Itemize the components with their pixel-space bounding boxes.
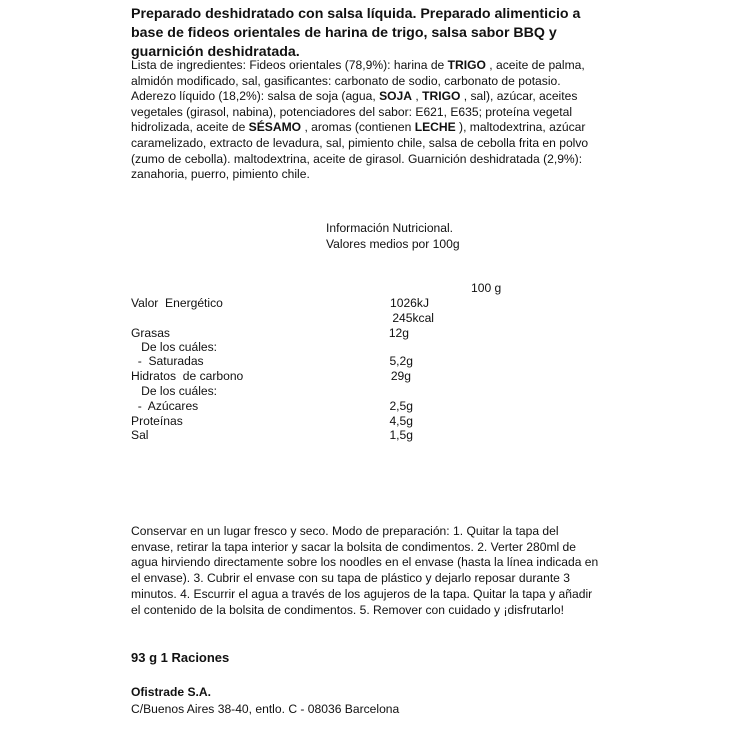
- nutrition-value: 5,2g: [389, 354, 413, 368]
- ingredients-text: , sal), azúcar, aceites vegetales (girasol, nabina), potenciadores del sabor: E621, E635; proteína vegetal hidrolizada, aceite de: [131, 89, 578, 135]
- nutrition-row: [131, 369, 601, 384]
- nutrition-column-header: 100 g: [471, 281, 502, 295]
- allergen-soja: SOJA: [379, 89, 413, 104]
- product-title: Preparado deshidratado con salsa líquida. Preparado alimenticio a base de fideos orientales de harina de trigo, salsa sabor BBQ y guarnición deshidratada.: [131, 6, 581, 60]
- allergen-leche: LECHE: [414, 120, 456, 135]
- nutrition-title: Información Nutricional.: [326, 221, 454, 235]
- ingredients-text: ,: [412, 89, 423, 104]
- nutrition-row: [131, 414, 601, 429]
- allergen-trigo: TRIGO: [422, 89, 461, 104]
- nutrition-label: Proteínas: [131, 414, 183, 428]
- ingredients-text: Lista de ingredientes: Fideos orientales (78,9%): harina de: [131, 58, 448, 72]
- storage-preparation-text: Conservar en un lugar fresco y seco. Modo de preparación: 1. Quitar la tapa del envase, retirar la tapa interior y sacar la bolsita de condimentos. 2. Verter 280ml de agua hirviendo directamente sobre los noodles en el envase (hasta la línea indicada en el envase). 3. Cubrir el envase con su tapa de plástico y dejarlo reposar durante 3 minutos. 4. Escurrir el agua a través de los agujeros de la tapa. Quitar la tapa y añadir el contenido de la bolsita de condimentos. 5. Remover con cuidado y ¡disfrutarlo!: [131, 524, 599, 617]
- nutrition-subtitle: Valores medios por 100g: [326, 237, 460, 251]
- allergen-sesamo: SÉSAMO: [248, 120, 302, 135]
- nutrition-value: 4,5g: [389, 414, 413, 428]
- nutrition-label: - Azúcares: [131, 399, 199, 413]
- ingredients-list: [131, 58, 601, 183]
- company-address: C/Buenos Aires 38-40, entlo. C - 08036 Barcelona: [131, 702, 400, 716]
- nutrition-row: [131, 326, 601, 341]
- nutrition-label: De los cuáles:: [131, 384, 218, 398]
- company-name: Ofistrade S.A.: [131, 685, 211, 699]
- allergen-trigo: TRIGO: [447, 58, 486, 72]
- ingredients-text: ), maltodextrina, azúcar caramelizado, extracto de levadura, sal, pimiento chile, salsa de cebolla frita en polvo (zumo de cebolla). maltodextrina, aceite de girasol. Guarnición deshidratada (2,9%): zanahoria, puerro, pimiento chile.: [131, 120, 589, 182]
- nutrition-row: [131, 340, 601, 355]
- nutrition-label: - Saturadas: [131, 354, 204, 368]
- nutrition-column-header-row: [131, 281, 601, 296]
- nutrition-label: Valor Energético: [131, 296, 223, 310]
- nutrition-label: De los cuáles:: [131, 340, 218, 354]
- nutrition-label: Sal: [131, 428, 149, 442]
- nutrition-row: [131, 399, 601, 414]
- nutrition-row: [131, 296, 601, 311]
- nutrition-row: [131, 311, 601, 326]
- nutrition-label: Grasas: [131, 326, 170, 340]
- nutrition-heading: [326, 220, 506, 252]
- nutrition-row: [131, 354, 601, 369]
- ingredients-text: , aceite de palma, almidón modificado, sal, gasificantes: carbonato de sodio, carbonato de potasio. Aderezo líquido (18,2%): salsa de soja (agua,: [131, 58, 585, 104]
- nutrition-value: 2,5g: [389, 399, 413, 413]
- nutrition-value: 1026kJ: [390, 296, 429, 310]
- nutrition-row: [131, 428, 601, 443]
- net-quantity: 93 g 1 Raciones: [131, 650, 230, 665]
- nutrition-value: 245kcal: [392, 311, 434, 325]
- nutrition-row: [131, 384, 601, 399]
- nutrition-label: Hidratos de carbono: [131, 369, 244, 383]
- nutrition-value: 29g: [390, 369, 411, 383]
- ingredients-text: , aromas (contienen: [301, 120, 415, 135]
- nutrition-value: 12g: [388, 326, 409, 340]
- nutrition-value: 1,5g: [389, 428, 413, 442]
